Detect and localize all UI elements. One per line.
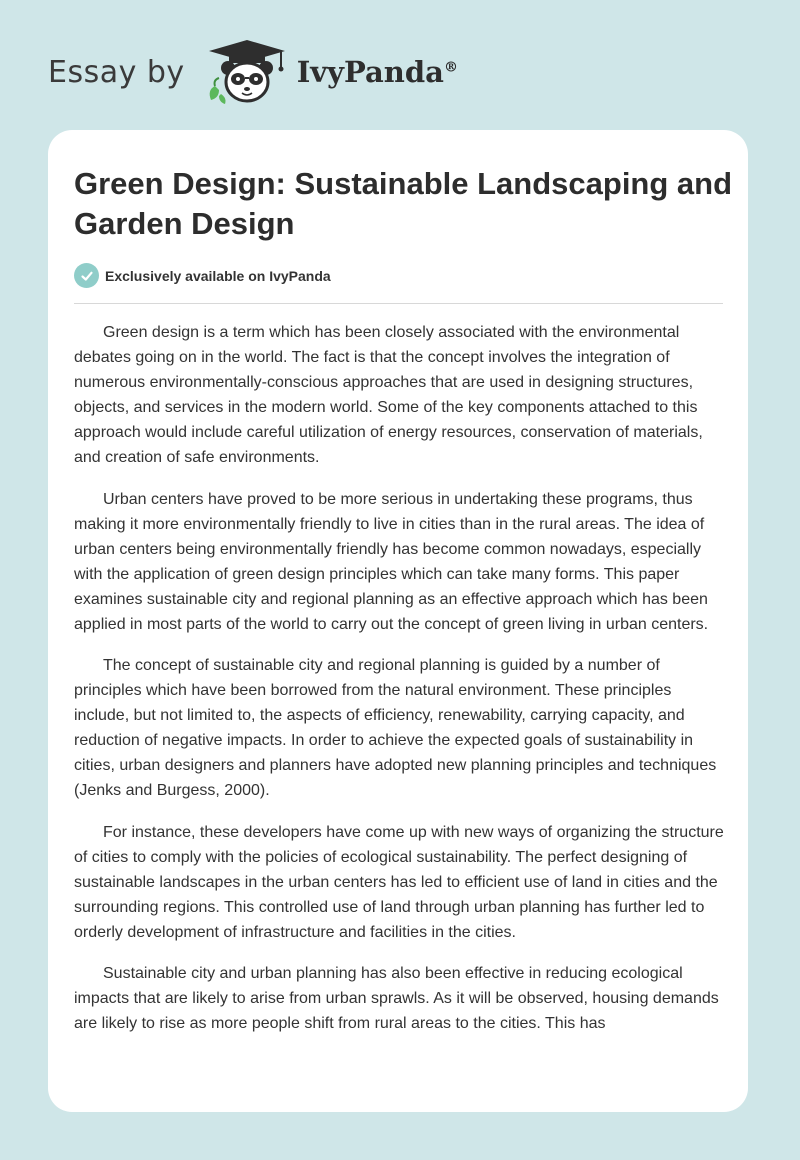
exclusive-badge: [74, 263, 331, 288]
panda-graduate-icon[interactable]: [201, 38, 293, 106]
essay-card: [48, 130, 748, 1112]
essay-by-label: Essay by: [48, 54, 185, 90]
paragraph: Urban centers have proved to be more serious in undertaking these programs, thus making it more environmentally friendly to live in cities than in the rural areas. The idea of urban centers being environmentally friendly has become common nowadays, especially with the application of green design principles which can take many forms. This paper examines sustainable city and regional planning as an effective approach which has been applied in most parts of the world to carry out the concept of green living in urban centers.: [74, 490, 709, 633]
check-icon: [74, 263, 99, 288]
essay-title: Green Design: Sustainable Landscaping and Garden Design: [74, 166, 733, 241]
paragraph: The concept of sustainable city and regional planning is guided by a number of principles which have been borrowed from the natural environment. These principles include, but not limited to, the aspects of efficiency, renewability, carrying capacity, and reduction of negative impacts. In order to achieve the expected goals of sustainability in cities, urban designers and planners have adopted new planning principles and techniques (Jenks and Burgess, 2000).: [74, 657, 717, 799]
essay-body: [74, 320, 726, 1053]
paragraph: Sustainable city and urban planning has also been effective in reducing ecological impacts that are likely to arise from urban sprawls. As it will be observed, housing demands are likely to rise as more people shift from rural areas to the cities. This has: [74, 965, 719, 1032]
paragraph: Green design is a term which has been closely associated with the environmental debates going on in the world. The fact is that the concept involves the integration of numerous environmentally-conscious approaches that are used in designing structures, objects, and services in the modern world. Some of the key components attached to this approach would include careful utilization of energy resources, conservation of materials, and creation of safe environments.: [74, 324, 703, 466]
paragraph: For instance, these developers have come up with new ways of organizing the structure of cities to comply with the policies of ecological sustainability. The perfect designing of sustainable landscapes in the urban centers has led to efficient use of land in cities and the surrounding regions. This controlled use of land through urban planning has further led to orderly development of infrastructure and facilities in the cities.: [74, 823, 724, 941]
exclusive-badge-text: Exclusively available on IvyPanda: [105, 267, 331, 284]
registered-mark: ®: [443, 59, 458, 76]
brand-name[interactable]: IvyPanda®: [296, 55, 458, 89]
divider: [74, 303, 723, 304]
site-header: [48, 38, 458, 106]
